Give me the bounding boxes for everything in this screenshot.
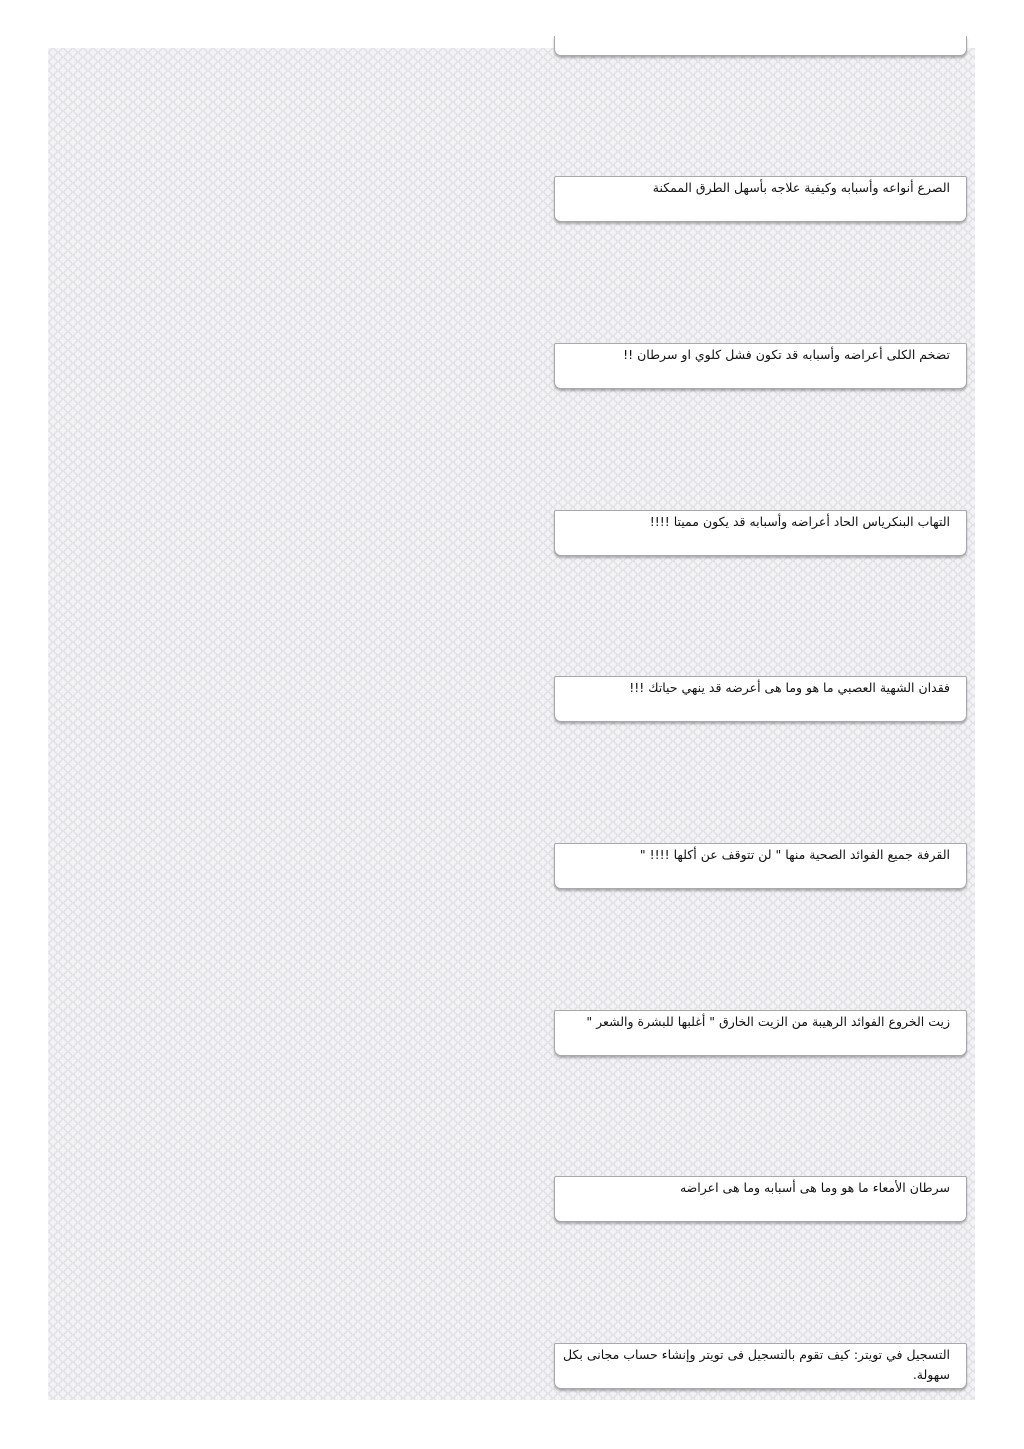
article-title-link[interactable]: التهاب البنكرياس الحاد أعراضه وأسبابه قد يكون مميتا !!!! (649, 514, 950, 529)
article-card-partial (554, 36, 967, 56)
article-card-5[interactable] (554, 843, 967, 889)
article-title-link[interactable]: التسجيل في تويتر: كيف تقوم بالتسجيل فى تويتر وإنشاء حساب مجانى بكل سهولة. (563, 1347, 950, 1382)
article-card-4[interactable] (554, 676, 967, 722)
article-card-6[interactable] (554, 1010, 967, 1056)
article-title-link[interactable]: فقدان الشهية العصبي ما هو وما هى أعرضه قد ينهي حياتك !!! (629, 680, 950, 695)
article-title-link[interactable]: القرفة جميع الفوائد الصحية منها " لن تتوقف عن أكلها !!!! " (639, 847, 950, 862)
article-card-3[interactable] (554, 510, 967, 556)
article-title-link[interactable]: سرطان الأمعاء ما هو وما هى أسبابه وما هى اعراضه (679, 1180, 950, 1195)
article-title-link[interactable]: زيت الخروع الفوائد الرهيبة من الزيت الخارق " أغلبها للبشرة والشعر " (586, 1014, 950, 1029)
article-title-link[interactable]: تضخم الكلى أعراضه وأسبابه قد تكون فشل كلوي او سرطان !! (623, 347, 950, 362)
article-card-1[interactable] (554, 176, 967, 222)
article-title-link[interactable]: الصرع أنواعه وأسبابه وكيفية علاجه بأسهل الطرق الممكنة (652, 180, 950, 195)
article-card-8[interactable] (554, 1343, 967, 1389)
article-card-2[interactable] (554, 343, 967, 389)
article-card-7[interactable] (554, 1176, 967, 1222)
